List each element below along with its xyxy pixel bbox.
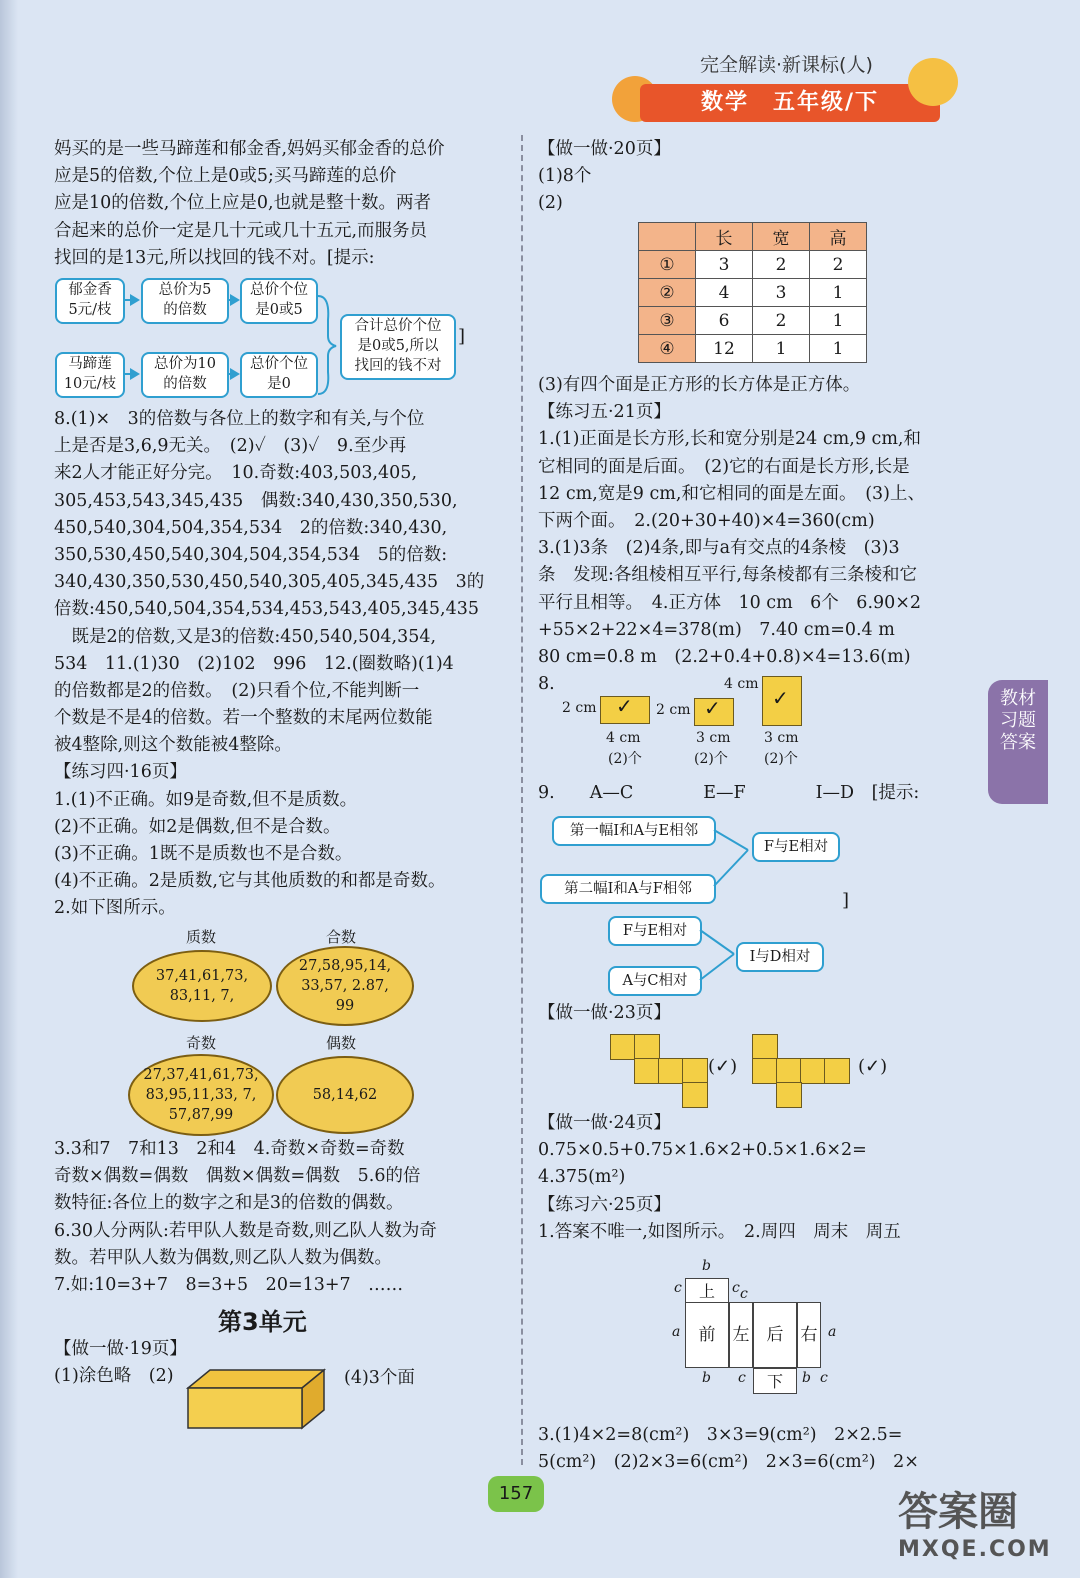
oval-even: 58,14,62 bbox=[276, 1056, 414, 1134]
count-label: (2)个 bbox=[608, 751, 642, 767]
text-line: 0.75×0.5+0.75×1.6×2+0.5×1.6×2= bbox=[538, 1140, 867, 1161]
dim-label: 3 cm bbox=[696, 730, 731, 746]
text-line: (4)不正确。2是质数,它与其他质数的和都是奇数。 bbox=[54, 871, 446, 892]
flow-box-conclusion: 合计总价个位 是0或5,所以 找回的钱不对 bbox=[340, 314, 456, 380]
text-line: 340,430,350,530,450,540,305,405,345,435 3的 bbox=[54, 572, 485, 593]
oval-composite: 27,58,95,14, 33,57, 2.87, 99 bbox=[276, 946, 414, 1026]
net-back: 后 bbox=[753, 1302, 797, 1368]
text-line: 下两个面。 2.(20+30+40)×4=360(cm) bbox=[538, 510, 875, 531]
q4-answer: (4)3个面 bbox=[344, 1368, 415, 1388]
edge-label: c bbox=[740, 1286, 748, 1302]
column-divider bbox=[521, 135, 523, 1465]
table-header-row bbox=[639, 223, 867, 251]
text-line: 3.(1)3条 (2)4条,即与a有交点的4条棱 (3)3 bbox=[538, 538, 900, 559]
q9-box-5: A与C相对 bbox=[608, 966, 702, 996]
table-cell: 长 bbox=[696, 223, 753, 251]
text-line: 3.(1)4×2=8(cm²) 3×3=9(cm²) 2×2.5= bbox=[538, 1425, 903, 1445]
text-line: 8. bbox=[538, 674, 555, 695]
table-cell: 3 bbox=[696, 251, 753, 279]
text-line: 奇数×偶数=偶数 偶数×偶数=偶数 5.6的倍 bbox=[54, 1166, 421, 1187]
oval-label-odd: 奇数 bbox=[186, 1034, 217, 1052]
dimension-table bbox=[638, 222, 867, 363]
text-line: 被4整除,则这个数能被4整除。 bbox=[54, 735, 292, 756]
unit-title: 第3单元 bbox=[218, 1308, 307, 1336]
dim-label: 4 cm bbox=[606, 730, 641, 746]
flow-box-5-multiple: 总价为5 的倍数 bbox=[141, 278, 229, 324]
q9-box-3: F与E相对 bbox=[752, 832, 840, 862]
edge-label: a bbox=[672, 1324, 681, 1340]
text-line: 1.(1)不正确。如9是奇数,但不是质数。 bbox=[54, 789, 358, 810]
connector bbox=[698, 928, 738, 982]
right-text-d bbox=[538, 1110, 901, 1246]
right-text-a bbox=[538, 136, 671, 218]
text-line: 妈买的是一些马蹄莲和郁金香,妈妈买郁金香的总价 bbox=[54, 139, 445, 159]
text-line: +55×2+22×4=378(m) 7.40 cm=0.4 m bbox=[538, 619, 895, 640]
dim-label: 4 cm bbox=[724, 676, 759, 692]
text-line: 找回的是13元,所以找回的钱不对。[提示: bbox=[54, 247, 375, 268]
text-line: 534 11.(1)30 (2)102 996 12.(圈数略)(1)4 bbox=[54, 653, 454, 674]
table-cell bbox=[639, 223, 696, 251]
text-line: 【做一做·19页】 bbox=[54, 1339, 187, 1359]
table-cell: ① bbox=[639, 251, 696, 279]
table-cell: 2 bbox=[810, 251, 867, 279]
text-line: 7.如:10=3+7 8=3+5 20=13+7 …… bbox=[54, 1274, 404, 1295]
table-cell: 1 bbox=[810, 335, 867, 363]
table-cell: ② bbox=[639, 279, 696, 307]
table-cell: ③ bbox=[639, 307, 696, 335]
table-cell: 6 bbox=[696, 307, 753, 335]
oval-odd: 27,37,41,61,73, 83,95,11,33, 7, 57,87,99 bbox=[128, 1054, 274, 1136]
q9-box-6: I与D相对 bbox=[736, 942, 824, 972]
q9-box-2: 第二幅I和A与F相邻 bbox=[540, 874, 716, 904]
net-bottom: 下 bbox=[753, 1368, 797, 1394]
net-square bbox=[634, 1034, 660, 1060]
edge-label: c bbox=[738, 1370, 746, 1386]
left-text-top bbox=[54, 136, 445, 272]
text-line: 的倍数都是2的倍数。 (2)只看个位,不能判断一 bbox=[54, 680, 420, 701]
edge-label: b bbox=[802, 1370, 811, 1386]
text-line: (3)有四个面是正方形的长方体是正方体。 bbox=[538, 375, 861, 395]
left-text-bottom bbox=[54, 1136, 437, 1299]
text-line: 既是2的倍数,又是3的倍数:450,540,504,354, bbox=[54, 626, 437, 647]
check-mark-1: (✓) bbox=[708, 1056, 738, 1077]
net-right: 右 bbox=[797, 1302, 821, 1368]
text-line: 来2人才能正好分完。 10.奇数:403,503,405, bbox=[54, 463, 418, 484]
check-mark-2: (✓) bbox=[858, 1056, 888, 1077]
watermark-url: MXQE.COM bbox=[898, 1537, 1052, 1562]
right-text-b bbox=[538, 372, 925, 698]
text-line: 【练习五·21页】 bbox=[538, 402, 671, 423]
text-line: 305,453,543,345,435 偶数:340,430,350,530, bbox=[54, 490, 458, 511]
table-cell: 3 bbox=[753, 279, 810, 307]
text-line: 6.30人分两队:若甲队人数是奇数,则乙队人数为奇 bbox=[54, 1220, 437, 1241]
text-line: 它相同的面是后面。 (2)它的右面是长方形,长是 bbox=[538, 456, 910, 477]
count-label: (2)个 bbox=[694, 751, 728, 767]
net-square bbox=[634, 1058, 660, 1084]
text-line: 3.3和7 7和13 2和4 4.奇数×奇数=奇数 bbox=[54, 1139, 405, 1159]
oval-label-composite: 合数 bbox=[326, 928, 357, 946]
table-cell: 1 bbox=[753, 335, 810, 363]
flow-box-digit-0-5: 总价个位 是0或5 bbox=[240, 278, 318, 324]
text-line: 倍数:450,540,504,354,534,453,543,405,345,435 bbox=[54, 599, 479, 620]
section-tab: 教材习题答案 bbox=[988, 680, 1048, 804]
arrow bbox=[124, 373, 138, 375]
text-line: (2)不正确。如2是偶数,但不是合数。 bbox=[54, 816, 341, 837]
edge-label: a bbox=[828, 1324, 837, 1340]
oval-prime: 37,41,61,73, 83,11, 7, bbox=[132, 950, 272, 1022]
bird-right-icon bbox=[908, 58, 958, 106]
table-cell: 1 bbox=[810, 307, 867, 335]
text-line: 450,540,304,504,354,534 2的倍数:340,430, bbox=[54, 517, 448, 538]
text-line: 数特征:各位上的数字之和是3的倍数的偶数。 bbox=[54, 1193, 404, 1214]
arrow bbox=[228, 373, 238, 375]
flow-box-10-multiple: 总价为10 的倍数 bbox=[141, 352, 229, 398]
net-top: 上 bbox=[685, 1278, 729, 1304]
text-line: (1)涂色略 (2) bbox=[54, 1366, 174, 1387]
text-line: 应是5的倍数,个位上是0或5;买马蹄莲的总价 bbox=[54, 166, 397, 187]
count-label: (2)个 bbox=[764, 751, 798, 767]
bracket-close: ] bbox=[458, 326, 466, 347]
text-line: (3)不正确。1既不是质数也不是合数。 bbox=[54, 844, 353, 864]
watermark bbox=[898, 1480, 1052, 1562]
net-left: 左 bbox=[729, 1302, 753, 1368]
left-text-mid bbox=[54, 406, 484, 923]
table-cell: 宽 bbox=[753, 223, 810, 251]
edge-label: b bbox=[702, 1370, 711, 1386]
arrow bbox=[228, 299, 238, 301]
table-row bbox=[639, 307, 867, 335]
right-text-c bbox=[538, 1000, 671, 1027]
flow-box-digit-0: 总价个位 是0 bbox=[240, 352, 318, 398]
text-line: 上是否是3,6,9无关。 (2)✓ (3)✓ 9.至少再 bbox=[54, 436, 407, 457]
text-line: 1.(1)正面是长方形,长和宽分别是24 cm,9 cm,和 bbox=[538, 429, 921, 450]
text-line: 数。若甲队人数为偶数,则乙队人数为偶数。 bbox=[54, 1247, 393, 1268]
watermark-big: 答案圈 bbox=[898, 1489, 1018, 1535]
connector bbox=[712, 828, 752, 888]
text-line: 1.答案不唯一,如图所示。 2.周四 周末 周五 bbox=[538, 1221, 901, 1242]
net-square bbox=[776, 1082, 802, 1108]
table-row bbox=[639, 251, 867, 279]
table-cell: 2 bbox=[753, 251, 810, 279]
net-square bbox=[776, 1058, 802, 1084]
net-square bbox=[824, 1058, 850, 1084]
text-line: 个数是不是4的倍数。若一个整数的末尾两位数能 bbox=[54, 708, 433, 729]
text-line: (2) bbox=[538, 193, 563, 214]
net-square bbox=[682, 1082, 708, 1108]
edge-label: c bbox=[820, 1370, 828, 1386]
table-cell: 1 bbox=[810, 279, 867, 307]
text-line: 【练习六·25页】 bbox=[538, 1194, 671, 1215]
oval-label-even: 偶数 bbox=[326, 1034, 357, 1052]
net-square bbox=[658, 1058, 684, 1084]
edge-label: c bbox=[732, 1280, 740, 1296]
bracket-close: ] bbox=[842, 890, 850, 911]
edge-label: c bbox=[674, 1280, 682, 1296]
text-line: (1)8个 bbox=[538, 166, 592, 187]
text-line: 80 cm=0.8 m (2.2+0.4+0.8)×4=13.6(m) bbox=[538, 646, 911, 667]
flow-brace bbox=[316, 290, 340, 400]
table-row bbox=[639, 279, 867, 307]
text-line: 条 发现:各组棱相互平行,每条棱都有三条棱和它 bbox=[538, 565, 917, 586]
check-icon: ✓ bbox=[616, 694, 633, 718]
text-line: 合起来的总价一定是几十元或几十五元,而服务员 bbox=[54, 220, 428, 241]
flow-box-tulip: 郁金香 5元/枝 bbox=[55, 278, 125, 324]
table-cell: 12 bbox=[696, 335, 753, 363]
text-line: 平行且相等。 4.正方体 10 cm 6个 6.90×2 bbox=[538, 592, 922, 613]
net-square bbox=[610, 1034, 636, 1060]
check-icon: ✓ bbox=[704, 696, 721, 720]
net-square bbox=[752, 1058, 778, 1084]
arrow bbox=[124, 299, 138, 301]
text-line: 12 cm,宽是9 cm,和它相同的面是左面。 (3)上、 bbox=[538, 483, 925, 504]
series-title: 完全解读·新课标(人) bbox=[700, 54, 873, 76]
page-number: 157 bbox=[488, 1476, 544, 1512]
table-cell: 高 bbox=[810, 223, 867, 251]
binding-gutter bbox=[0, 0, 18, 1578]
text-line: 4.375(m²) bbox=[538, 1167, 626, 1188]
dim-label: 3 cm bbox=[764, 730, 799, 746]
text-line: 【做一做·23页】 bbox=[538, 1003, 671, 1023]
edge-label: b bbox=[702, 1258, 711, 1274]
oval-label-prime: 质数 bbox=[186, 928, 217, 946]
net-square bbox=[752, 1034, 778, 1060]
subject-band: 数学 五年级/下 bbox=[640, 84, 940, 122]
dim-label: 2 cm bbox=[562, 700, 597, 716]
left-text-end bbox=[54, 1336, 187, 1390]
net-square bbox=[682, 1058, 708, 1084]
right-text-e bbox=[538, 1422, 919, 1476]
table-row bbox=[639, 335, 867, 363]
text-line: 5(cm²) (2)2×3=6(cm²) 2×3=6(cm²) 2× bbox=[538, 1452, 919, 1473]
text-line: 2.如下图所示。 bbox=[54, 898, 176, 919]
text-line: 【练习四·16页】 bbox=[54, 762, 187, 783]
table-cell: 2 bbox=[753, 307, 810, 335]
q9-line: 9. A—C E—F I—D [提示: bbox=[538, 783, 920, 803]
table-cell: ④ bbox=[639, 335, 696, 363]
text-line: 应是10的倍数,个位上应是0,也就是整十数。两者 bbox=[54, 193, 432, 214]
q9-box-1: 第一幅I和A与E相邻 bbox=[552, 816, 716, 846]
net-square bbox=[800, 1058, 826, 1084]
table-cell: 4 bbox=[696, 279, 753, 307]
flow-box-calla: 马蹄莲 10元/枝 bbox=[55, 352, 125, 398]
dim-label: 2 cm bbox=[656, 702, 691, 718]
text-line: 350,530,450,540,304,504,354,534 5的倍数: bbox=[54, 544, 448, 565]
text-line: 【做一做·20页】 bbox=[538, 139, 671, 159]
text-line: 【做一做·24页】 bbox=[538, 1113, 671, 1133]
q9-box-4: F与E相对 bbox=[608, 916, 702, 946]
check-icon: ✓ bbox=[772, 686, 789, 710]
net-front: 前 bbox=[685, 1302, 729, 1368]
text-line: 8.(1)× 3的倍数与各位上的数字和有关,与个位 bbox=[54, 409, 425, 429]
cuboid-figure bbox=[186, 1366, 328, 1432]
